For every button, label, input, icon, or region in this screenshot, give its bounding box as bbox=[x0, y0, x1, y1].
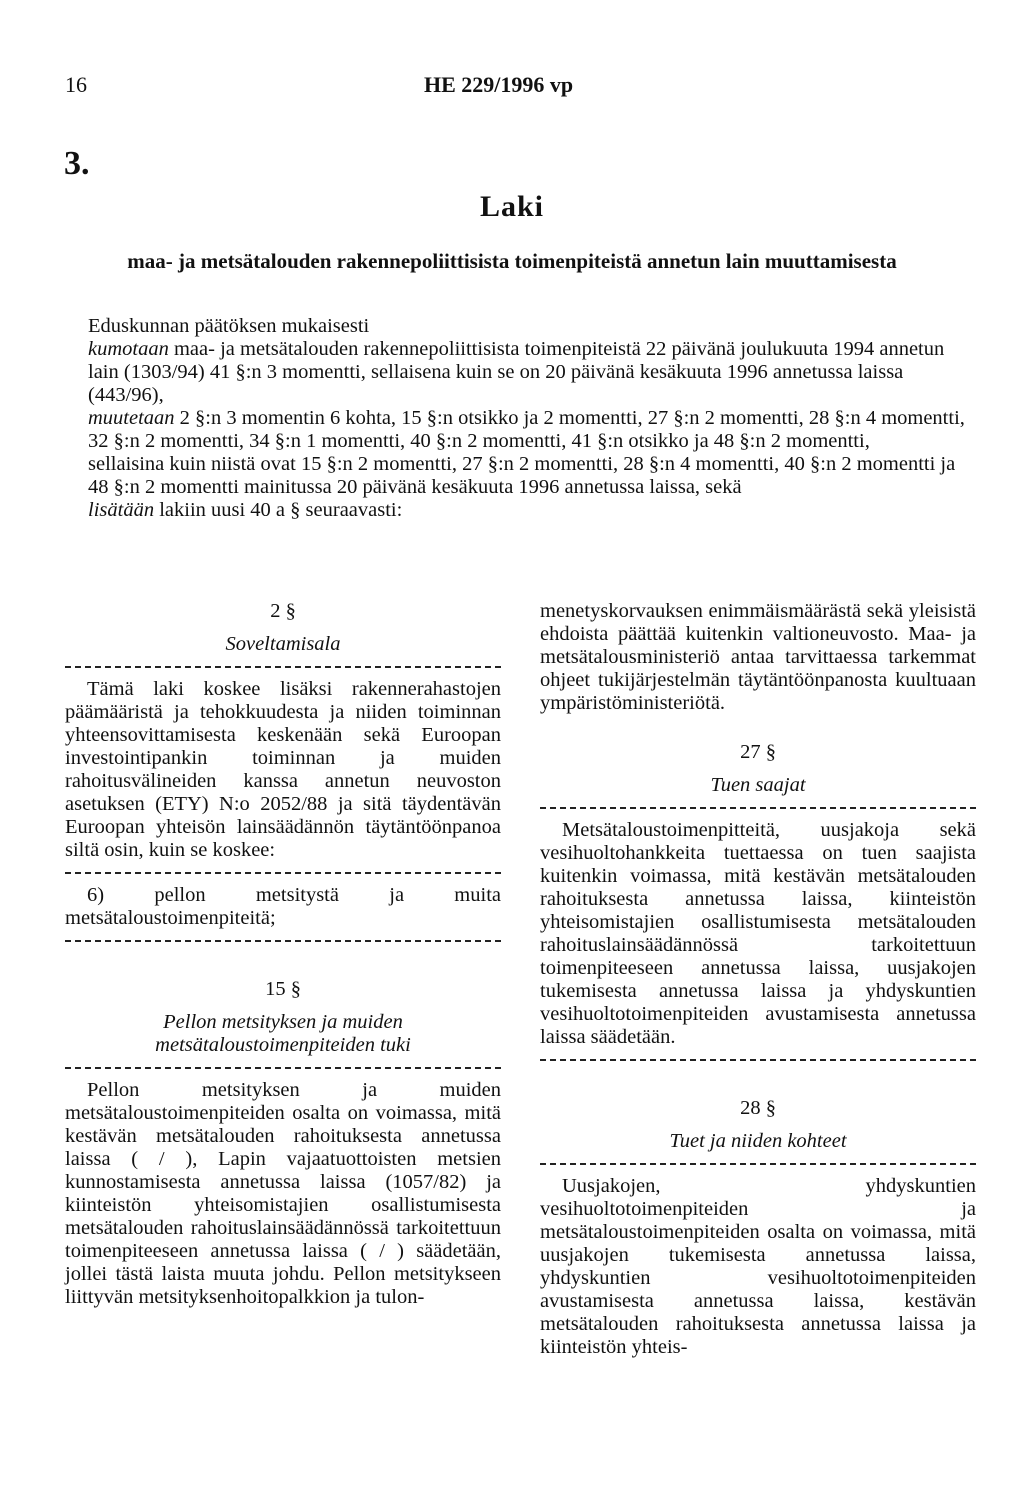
section-15-title-line2: metsätaloustoimenpiteiden tuki bbox=[155, 1034, 411, 1056]
keyword-lisataan: lisätään bbox=[88, 499, 155, 521]
preamble bbox=[88, 315, 968, 522]
section-2-paragraph: Tämä laki koskee lisäksi rakennerahastojen päämääristä ja tehokkuudesta ja niiden toiminnan yhteensovittamisesta keskenään sekä Euroopan investointipankin toiminnan ja muiden rahoitusvälineiden kanssa annetun neuvoston asetuksen (ETY) N:o 2052/88 ja sitä täydentävän Euroopan yhteisön lainsäädännön täytäntöönpanoa siltä osin, kuin se koskee: bbox=[65, 678, 501, 861]
preamble-muutetaan bbox=[88, 407, 968, 453]
lisataan-text: lakiin uusi 40 a § seuraavasti: bbox=[154, 499, 403, 521]
left-column bbox=[65, 600, 501, 1309]
section-28-paragraph: Uusjakojen, yhdyskuntien vesihuoltotoimenpiteiden ja metsätaloustoimenpiteiden osalta on voimassa, mitä uusjakojen tukemisesta annetussa laissa, yhdyskuntien vesihuoltotoimenpiteiden avustamisesta annetussa laissa, kestävän metsätalouden rahoituksesta annetussa laissa ja kiinteistön yhteis- bbox=[540, 1175, 976, 1358]
section-2-number: 2 § bbox=[270, 600, 296, 622]
section-2-item-6: 6) pellon metsitystä ja muita metsätaloustoimenpiteitä; bbox=[65, 884, 501, 929]
right-column bbox=[540, 600, 976, 1359]
continued-paragraph: menetyskorvauksen enimmäismäärästä sekä yleisistä ehdoista päättää kuitenkin valtioneuvosto. Maa- ja metsätalousministeriö antaa tarvittaessa tarkemmat ohjeet tukijärjestelmän täytäntöönpanosta kuultuaan ympäristöministeriötä. bbox=[540, 600, 976, 714]
muutetaan-text: 2 §:n 3 momentin 6 kohta, 15 §:n otsikko ja 2 momentti, 27 §:n 2 momentti, 28 §:n 4 momentti, 32 §:n 2 momentti, 34 §:n 1 momentti, 40 §:n 2 momentti, 41 §:n otsikko ja 48 §:n 2 momentti, bbox=[88, 407, 965, 452]
section-27-number: 27 § bbox=[740, 741, 776, 763]
preamble-kumotaan bbox=[88, 338, 968, 407]
omission-divider bbox=[540, 1163, 976, 1165]
item-number: 3. bbox=[64, 145, 90, 182]
section-28-title: Tuet ja niiden kohteet bbox=[669, 1130, 847, 1152]
law-subtitle: maa- ja metsätalouden rakennepoliittisista toimenpiteistä annetun lain muuttamisesta bbox=[127, 249, 897, 273]
law-title: Laki bbox=[479, 190, 545, 223]
document-id: HE 229/1996 vp bbox=[424, 72, 574, 97]
keyword-muutetaan: muutetaan bbox=[88, 407, 175, 429]
keyword-kumotaan: kumotaan bbox=[88, 338, 169, 360]
omission-divider bbox=[65, 666, 501, 668]
preamble-intro: Eduskunnan päätöksen mukaisesti bbox=[88, 315, 370, 337]
omission-divider bbox=[65, 940, 501, 942]
section-15-paragraph: Pellon metsityksen ja muiden metsätaloustoimenpiteiden osalta on voimassa, mitä kestävän metsätalouden rahoituksesta annetussa laissa ( / ), Lapin vajaatuottoisten metsien kunnostamisesta annetussa laissa (1057/82) ja kiinteistön yhteisomistajien osallistumisesta metsätalouden rahoituslainsäädännössä tarkoitettuun toimenpiteeseen annetussa laissa ( / ) säädetään, jollei tästä laista muuta johdu. Pellon metsitykseen liittyvän metsityksenhoitopalkkion ja tulon- bbox=[65, 1079, 501, 1308]
section-15-number: 15 § bbox=[265, 978, 301, 1000]
section-28-number: 28 § bbox=[740, 1097, 776, 1119]
preamble-sellaisina: sellaisina kuin niistä ovat 15 §:n 2 momentti, 27 §:n 2 momentti, 28 §:n 4 momentti, 40 §:n 2 momentti ja 48 §:n 2 momentti mainitussa 20 päivänä kesäkuuta 1996 annetussa laissa, sekä bbox=[88, 453, 956, 498]
omission-divider bbox=[65, 872, 501, 874]
omission-divider bbox=[540, 1059, 976, 1061]
kumotaan-text: maa- ja metsätalouden rakennepoliittisista toimenpiteistä 22 päivänä joulukuuta 1994 annetun lain (1303/94) 41 §:n 3 momentti, sellaisena kuin se on 20 päivänä kesäkuuta 1996 annetussa laissa (443/96), bbox=[88, 338, 945, 406]
section-27-paragraph: Metsätaloustoimenpitteitä, uusjakoja sekä vesihuoltohankkeita tuettaessa on tuen saajista kuitenkin voimassa, mitä kestävän metsätalouden rahoituksesta annetussa laissa, kiinteistön yhteisomistajien osallistumisesta metsätalouden rahoituslainsäädännössä tarkoitettuun toimenpiteeseen annetussa laissa, uusjakojen tukemisesta annetussa laissa ja yhdyskuntien vesihuoltotoimenpiteiden avustamisesta annetussa laissa säädetään. bbox=[540, 819, 976, 1048]
omission-divider bbox=[65, 1067, 501, 1069]
page-number: 16 bbox=[65, 72, 87, 97]
section-15-title-line1: Pellon metsityksen ja muiden bbox=[163, 1011, 403, 1033]
section-2-title: Soveltamisala bbox=[225, 633, 341, 655]
preamble-lisataan bbox=[88, 499, 968, 522]
section-27-title: Tuen saajat bbox=[710, 774, 806, 796]
omission-divider bbox=[540, 807, 976, 809]
